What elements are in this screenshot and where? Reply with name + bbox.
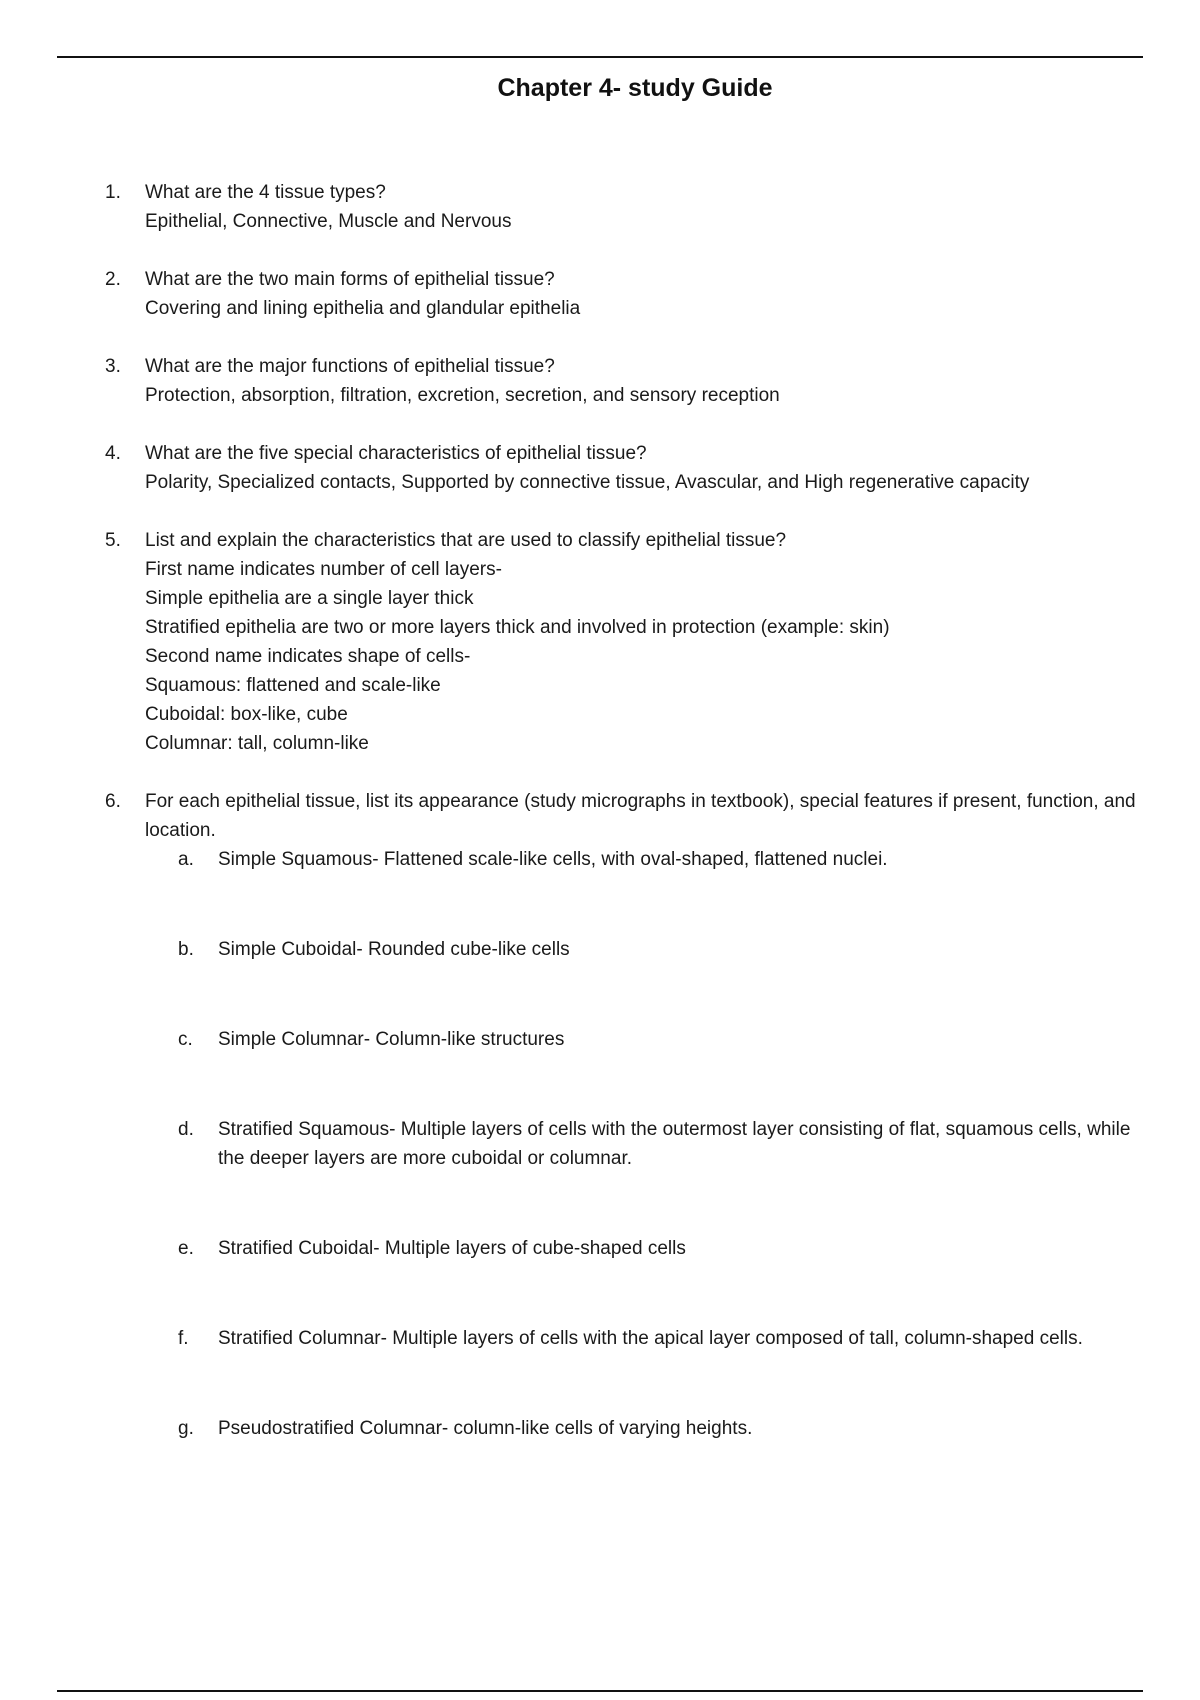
- sub-item-g: [178, 1414, 1155, 1443]
- question-number: 6.: [105, 791, 121, 812]
- question-list: [105, 178, 1155, 1472]
- sub-item-text: Stratified Columnar- Multiple layers of cells with the apical layer composed of tall, column-shaped cells.: [218, 1328, 1083, 1349]
- question-text: List and explain the characteristics that are used to classify epithelial tissue?: [145, 530, 787, 551]
- sub-item-b: [178, 935, 1155, 964]
- question-1: [105, 178, 1155, 236]
- question-number: 2.: [105, 269, 121, 290]
- sub-item-list: [145, 845, 1155, 1443]
- question-number: 1.: [105, 182, 121, 203]
- page-title: Chapter 4- study Guide: [497, 74, 773, 102]
- answer-line: Squamous: flattened and scale-like: [145, 675, 441, 696]
- sub-item-text: Stratified Squamous- Multiple layers of cells with the outermost layer consisting of flat, squamous cells, while the deeper layers are more cuboidal or columnar.: [218, 1119, 1131, 1169]
- sub-item-letter: c.: [178, 1029, 193, 1050]
- sub-item-e: [178, 1234, 1155, 1263]
- sub-item-text: Simple Columnar- Column-like structures: [218, 1029, 565, 1050]
- sub-item-text: Simple Squamous- Flattened scale-like cells, with oval-shaped, flattened nuclei.: [218, 849, 888, 870]
- sub-item-letter: e.: [178, 1238, 194, 1259]
- question-number: 3.: [105, 356, 121, 377]
- question-text: What are the 4 tissue types?: [145, 182, 386, 203]
- question-3: [105, 352, 1155, 410]
- question-6: [105, 787, 1155, 1443]
- question-text: What are the five special characteristics of epithelial tissue?: [145, 443, 647, 464]
- sub-item-d: [178, 1115, 1155, 1173]
- sub-item-letter: d.: [178, 1119, 194, 1140]
- sub-item-letter: a.: [178, 849, 194, 870]
- top-rule: [57, 56, 1143, 58]
- sub-item-a: [178, 845, 1155, 874]
- answer-line: Covering and lining epithelia and glandular epithelia: [145, 298, 581, 319]
- answer-line: Epithelial, Connective, Muscle and Nervous: [145, 211, 512, 232]
- sub-item-text: Pseudostratified Columnar- column-like cells of varying heights.: [218, 1418, 753, 1439]
- sub-item-c: [178, 1025, 1155, 1054]
- sub-item-letter: g.: [178, 1418, 194, 1439]
- answer-line: Protection, absorption, filtration, excretion, secretion, and sensory reception: [145, 385, 780, 406]
- answer-line: Second name indicates shape of cells-: [145, 646, 471, 667]
- question-5: [105, 526, 1155, 758]
- sub-item-text: Stratified Cuboidal- Multiple layers of cube-shaped cells: [218, 1238, 686, 1259]
- answer-line: First name indicates number of cell layers-: [145, 559, 502, 580]
- question-text: What are the major functions of epithelial tissue?: [145, 356, 555, 377]
- answer-line: Cuboidal: box-like, cube: [145, 704, 348, 725]
- bottom-rule: [57, 1690, 1143, 1692]
- question-number: 5.: [105, 530, 121, 551]
- sub-item-letter: f.: [178, 1328, 189, 1349]
- answer-line: Columnar: tall, column-like: [145, 733, 369, 754]
- question-text: What are the two main forms of epithelial tissue?: [145, 269, 555, 290]
- question-number: 4.: [105, 443, 121, 464]
- question-4: [105, 439, 1155, 497]
- sub-item-letter: b.: [178, 939, 194, 960]
- answer-line: Simple epithelia are a single layer thick: [145, 588, 474, 609]
- answer-line: Stratified epithelia are two or more layers thick and involved in protection (example: skin): [145, 617, 890, 638]
- question-2: [105, 265, 1155, 323]
- sub-item-text: Simple Cuboidal- Rounded cube-like cells: [218, 939, 570, 960]
- answer-line: Polarity, Specialized contacts, Supported by connective tissue, Avascular, and High regenerative capacity: [145, 472, 1030, 493]
- question-text: For each epithelial tissue, list its appearance (study micrographs in textbook), special features if present, function, and location.: [145, 791, 1136, 841]
- sub-item-f: [178, 1324, 1155, 1353]
